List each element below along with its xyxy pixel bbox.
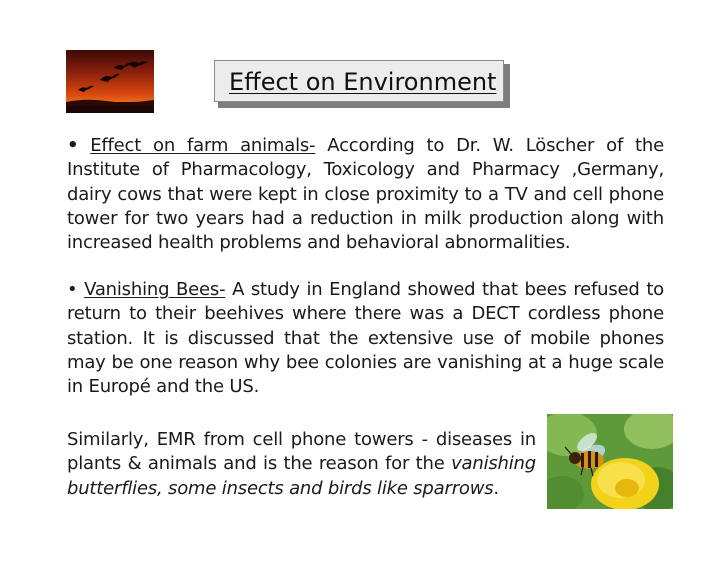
bee-flower-image: [547, 414, 673, 509]
emr-text: Similarly, EMR from cell phone towers - diseases in plants & animals and is the reason for the: [67, 429, 536, 475]
slide-title: Effect on Environment: [229, 68, 497, 96]
bee-icon: [547, 414, 673, 509]
vanishing-bees-heading: Vanishing Bees-: [84, 279, 226, 300]
farm-animals-body: According to Dr. W. Löscher of the Institute of Pharmacology, Toxicology and Pharmacy ,Germany, dairy cows that were kept in close proximity to a TV and cell phone tower for two years had a reduction in milk production along with increased health problems and behavioral abnormalities.: [67, 135, 664, 254]
vanishing-bees-body: A study in England showed that bees refused to return to their beehives where there was a DECT cordless phone station. It is discussed that the extensive use of mobile phones may be one reason why bee colonies are vanishing at a huge scale in Europé and the US.: [67, 279, 664, 398]
birds-icon: [66, 50, 154, 113]
paragraph-farm-animals: [67, 134, 664, 255]
farm-animals-heading: Effect on farm animals-: [90, 135, 316, 156]
birds-sunset-image: [66, 50, 154, 113]
paragraph-vanishing-bees: [67, 278, 664, 399]
emr-italic-text: vanishing butterflies, some insects and birds like sparrows: [67, 453, 536, 499]
paragraph-emr-effects: [67, 428, 536, 501]
emr-end: .: [493, 477, 499, 499]
bullet: •: [67, 135, 79, 156]
bullet: •: [67, 279, 78, 300]
